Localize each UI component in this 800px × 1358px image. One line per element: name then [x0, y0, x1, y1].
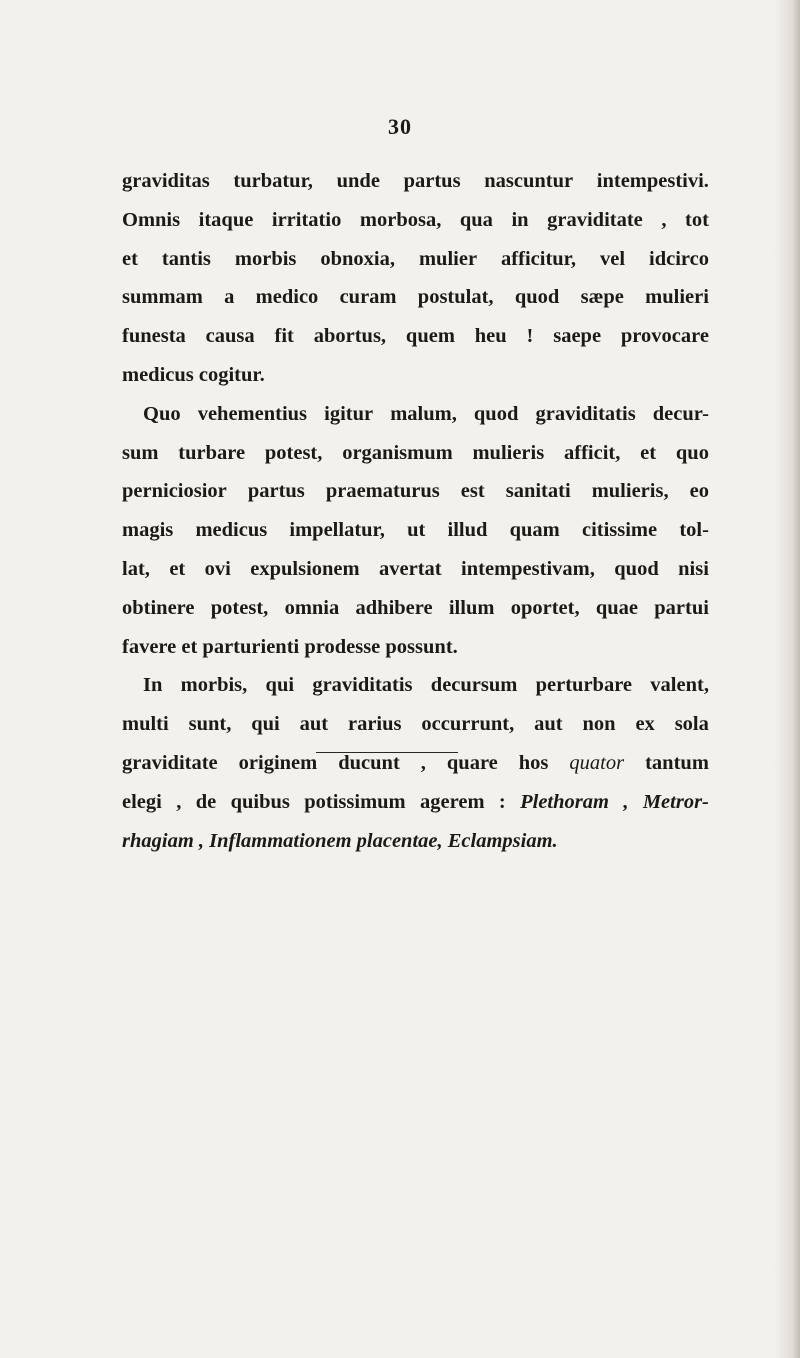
word: nisi [678, 557, 709, 580]
italic-terms: , [623, 790, 629, 813]
word: obtinere [122, 596, 195, 619]
word: medicus [195, 519, 268, 542]
word: graviditatis [535, 402, 636, 425]
word: graviditate [122, 751, 218, 774]
word: perniciosior [122, 480, 227, 503]
text-line [122, 317, 709, 356]
word: funesta [122, 325, 186, 348]
text-line [122, 705, 709, 744]
word: , [661, 208, 667, 231]
word: rarius [347, 713, 402, 736]
word: irritatio [271, 208, 342, 231]
word: hos [518, 751, 549, 774]
word: unde [336, 170, 380, 192]
word: quod [514, 286, 560, 309]
word: afficitur, [501, 247, 577, 270]
word: decursum [430, 674, 518, 697]
section-divider [316, 752, 458, 753]
word: sanitati [505, 480, 571, 503]
word: oportet, [510, 596, 580, 619]
text-line [122, 356, 709, 395]
word: quo [675, 441, 709, 464]
word: decur- [652, 402, 709, 425]
text-line [122, 550, 709, 589]
text-line [122, 472, 709, 511]
word: quam [509, 519, 560, 542]
text-line [122, 434, 709, 473]
word: turbare [178, 441, 246, 464]
text-line [122, 201, 709, 240]
word: illum [448, 596, 495, 619]
italic-terms: Plethoram [520, 790, 609, 813]
word: Omnis [122, 208, 181, 231]
word: mulier [418, 247, 478, 270]
body-text [122, 162, 709, 860]
word: et [122, 247, 138, 270]
word: morbosa, [359, 208, 442, 231]
word: lat, [122, 557, 150, 580]
text-line [122, 511, 709, 550]
word: malum, [390, 402, 457, 425]
word: de [195, 790, 217, 813]
word: sum [122, 441, 159, 464]
word: In [143, 674, 163, 697]
word: sola [674, 713, 709, 736]
word: avertat [379, 557, 442, 580]
word: originem [238, 751, 318, 774]
word: nascuntur [484, 170, 574, 192]
word: quod [614, 557, 659, 580]
word: quare [446, 751, 498, 774]
word: magis [122, 519, 174, 542]
word: potissimum [304, 790, 406, 813]
word: afficit, [564, 441, 621, 464]
line-text: favere et parturienti prodesse possunt. [122, 635, 458, 658]
word: igitur [324, 402, 374, 425]
word: medico [255, 286, 319, 309]
word: organismum [342, 441, 453, 464]
word: morbis [234, 247, 297, 270]
word: intempestivi. [596, 170, 709, 192]
word: itaque [198, 208, 254, 231]
word: curam [339, 286, 397, 309]
word: adhibere [355, 596, 433, 619]
word: sæpe [580, 286, 624, 309]
word: impellatur, [289, 519, 385, 542]
word: idcirco [649, 247, 709, 270]
word: sunt, [188, 713, 232, 736]
word: summam [122, 286, 203, 309]
word: intempestivam, [461, 557, 595, 580]
word: potest, [210, 596, 269, 619]
word: saepe [553, 325, 602, 348]
text-line [122, 744, 709, 783]
word: praematurus [325, 480, 440, 503]
word: occurrunt, [421, 713, 515, 736]
word: postulat, [417, 286, 494, 309]
word: eo [689, 480, 709, 503]
word: a [224, 286, 235, 309]
word: qua [459, 208, 493, 231]
word: vehementius [197, 402, 308, 425]
word: omnia [284, 596, 340, 619]
text-line [122, 162, 709, 201]
word: in [511, 208, 529, 231]
text-line [122, 395, 709, 434]
word: heu [474, 325, 507, 348]
word: turbatur, [233, 170, 313, 192]
word: ! [526, 325, 534, 348]
italic-word: quator [569, 751, 625, 774]
word: quibus [230, 790, 290, 813]
word: tol- [679, 519, 709, 542]
word: qui [265, 674, 295, 697]
text-line [122, 822, 709, 861]
word: potest, [264, 441, 323, 464]
word: graviditate [547, 208, 643, 231]
word: quem [405, 325, 455, 348]
page-edge-shadow [774, 0, 800, 1358]
word: , [420, 751, 426, 774]
text-line [122, 628, 709, 667]
word: mulieris [472, 441, 545, 464]
word: et [640, 441, 657, 464]
word: quae [595, 596, 639, 619]
word: : [498, 790, 506, 813]
word: quod [473, 402, 519, 425]
word: vel [600, 247, 626, 270]
word: illud [447, 519, 488, 542]
word: graviditas [122, 170, 210, 192]
word: est [460, 480, 485, 503]
word: graviditatis [312, 674, 413, 697]
text-line [122, 589, 709, 628]
word: non [582, 713, 616, 736]
line-text: medicus cogitur. [122, 363, 265, 386]
word: abortus, [313, 325, 387, 348]
text-line [122, 666, 709, 705]
word: ducunt [338, 751, 400, 774]
word: tantum [645, 751, 709, 774]
word: aut [534, 713, 563, 736]
word: et [169, 557, 186, 580]
word: provocare [620, 325, 709, 348]
word: qui [251, 713, 280, 736]
word: ovi [204, 557, 231, 580]
word: morbis, [180, 674, 248, 697]
page-number: 30 [388, 114, 412, 139]
word: perturbare [535, 674, 633, 697]
word: mulieri [645, 286, 709, 309]
italic-terms: rhagiam , Inflammationem placentae, Eclampsiam. [122, 829, 558, 852]
text-line [122, 240, 709, 279]
word: expulsionem [250, 557, 360, 580]
word: causa [205, 325, 255, 348]
text-line [122, 783, 709, 822]
word: tantis [161, 247, 211, 270]
word: ut [407, 519, 426, 542]
word: partus [403, 170, 461, 192]
word: fit [274, 325, 294, 348]
word: tot [685, 208, 709, 231]
word: mulieris, [591, 480, 669, 503]
word: partui [654, 596, 709, 619]
text-line [122, 278, 709, 317]
word: multi [122, 713, 169, 736]
word: aut [299, 713, 329, 736]
word: , [176, 790, 182, 813]
italic-terms: Metror- [642, 790, 709, 813]
word: citissime [581, 519, 658, 542]
word: ex [635, 713, 655, 736]
word: agerem [420, 790, 485, 813]
word: partus [247, 480, 305, 503]
word: Quo [143, 402, 181, 425]
word: valent, [650, 674, 709, 697]
word: elegi [122, 790, 162, 813]
word: obnoxia, [320, 247, 395, 270]
